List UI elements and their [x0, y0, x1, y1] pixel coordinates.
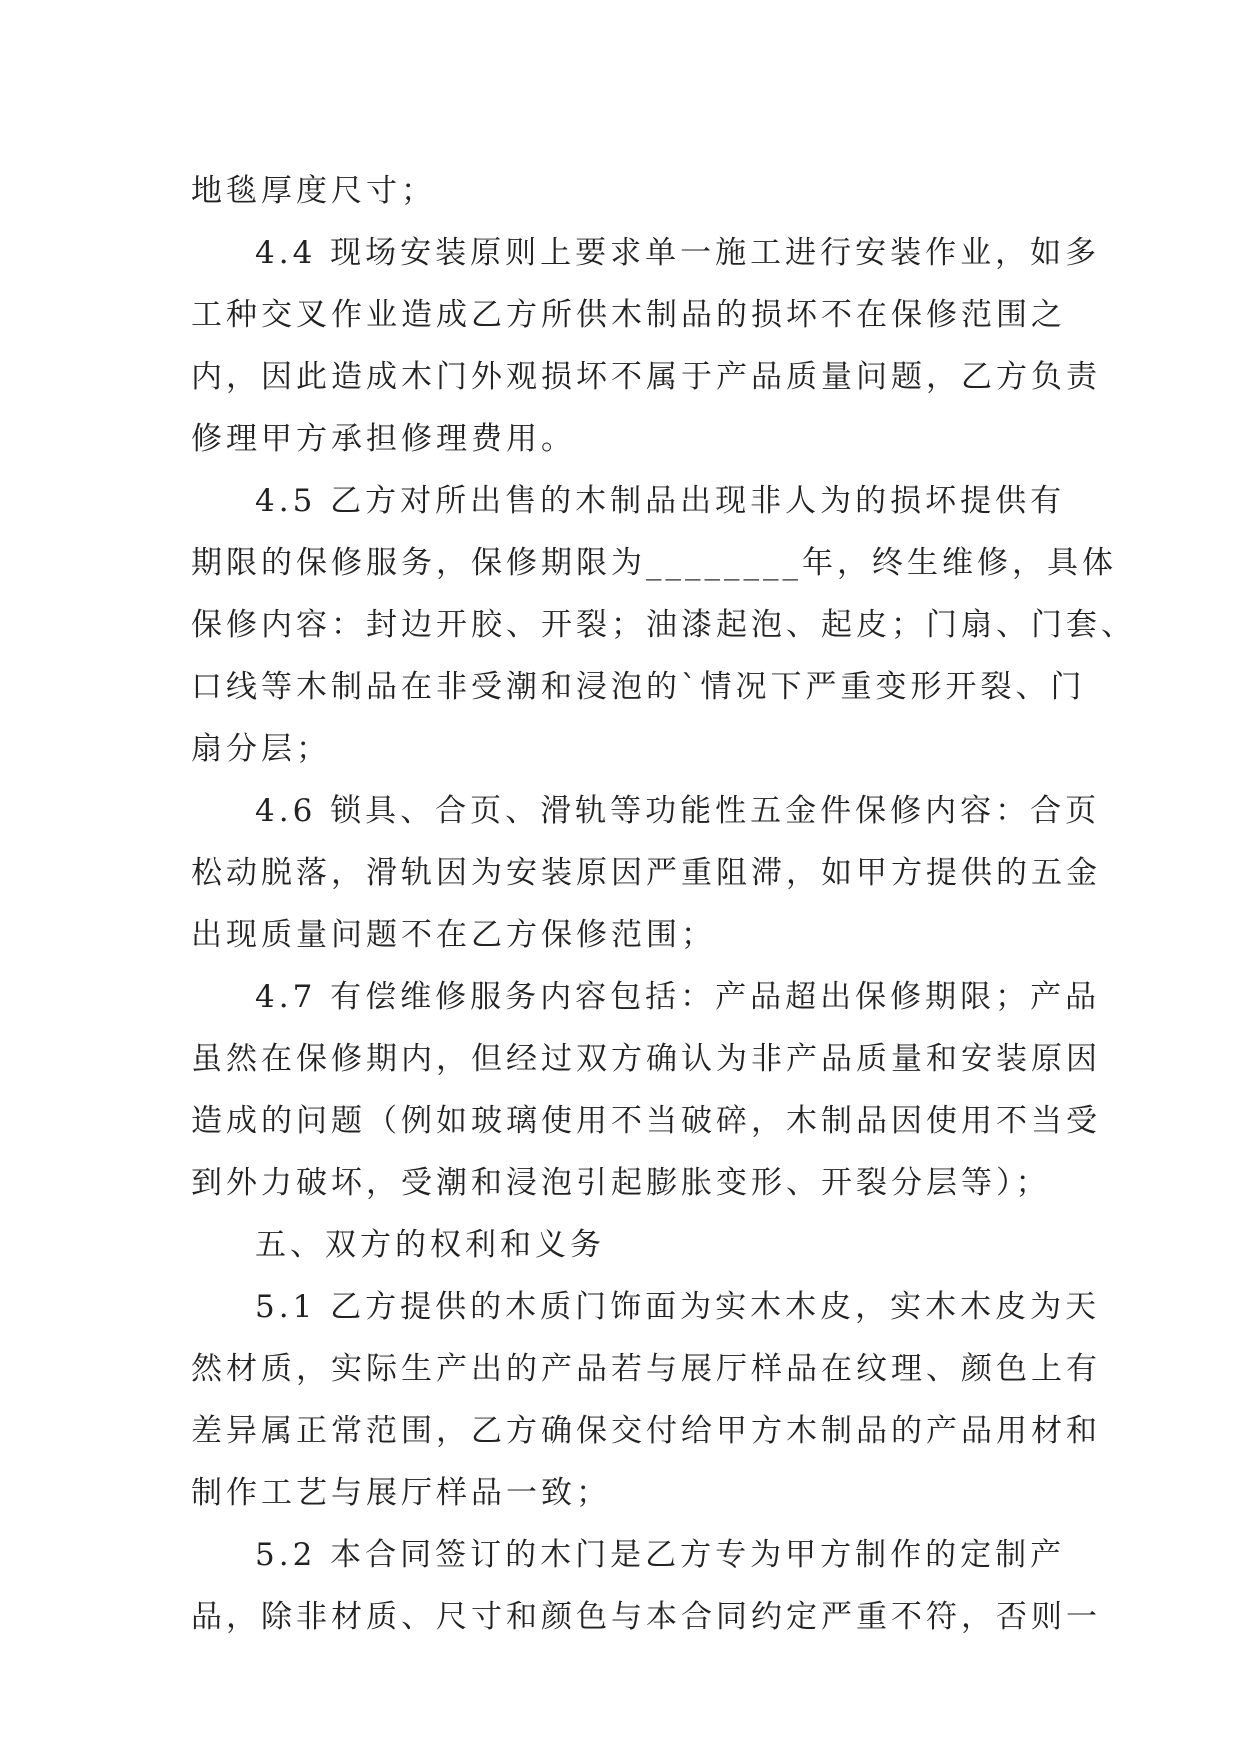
text-line: 期限的保修服务，保修期限为________年，终生维修，具体 — [191, 545, 1117, 581]
text-line: 扇分层； — [191, 731, 331, 767]
clause-5-1: 5.1 乙方提供的木质门饰面为实木木皮，实木木皮为天 — [255, 1289, 1101, 1325]
text-line: 差异属正常范围，乙方确保交付给甲方木制品的产品用材和 — [191, 1413, 1101, 1449]
text-line: 品，除非材质、尺寸和颜色与本合同约定严重不符，否则一 — [191, 1599, 1101, 1635]
clause-4-6: 4.6 锁具、合页、滑轨等功能性五金件保修内容：合页 — [255, 793, 1101, 829]
contract-text — [191, 160, 1136, 1648]
text-line: 造成的问题（例如玻璃使用不当破碎，木制品因使用不当受 — [191, 1103, 1101, 1139]
text-line: 保修内容：封边开胶、开裂；油漆起泡、起皮；门扇、门套、 — [191, 607, 1136, 643]
text-line: 松动脱落，滑轨因为安装原因严重阻滞，如甲方提供的五金 — [191, 855, 1101, 891]
text-line: 修理甲方承担修理费用。 — [191, 421, 576, 457]
text-line: 内，因此造成木门外观损坏不属于产品质量问题，乙方负责 — [191, 359, 1101, 395]
text-line: 地毯厚度尺寸； — [191, 173, 436, 209]
text-line: 虽然在保修期内，但经过双方确认为非产品质量和安装原因 — [191, 1041, 1101, 1077]
text-line: 工种交叉作业造成乙方所供木制品的损坏不在保修范围之 — [191, 297, 1066, 333]
text-line: 到外力破坏，受潮和浸泡引起膨胀变形、开裂分层等）； — [191, 1165, 1051, 1201]
text-line: 口线等木制品在非受潮和浸泡的`情况下严重变形开裂、门 — [191, 669, 1086, 705]
section-5-heading: 五、双方的权利和义务 — [255, 1227, 605, 1263]
text-line: 出现质量问题不在乙方保修范围； — [191, 917, 716, 953]
text-line: 制作工艺与展厅样品一致； — [191, 1475, 611, 1511]
text-line: 然材质，实际生产出的产品若与展厅样品在纹理、颜色上有 — [191, 1351, 1101, 1387]
clause-5-2: 5.2 本合同签订的木门是乙方专为甲方制作的定制产 — [255, 1537, 1066, 1573]
clause-4-5: 4.5 乙方对所出售的木制品出现非人为的损坏提供有 — [255, 483, 1066, 519]
clause-4-4: 4.4 现场安装原则上要求单一施工进行安装作业，如多 — [255, 235, 1101, 271]
clause-4-7: 4.7 有偿维修服务内容包括：产品超出保修期限；产品 — [255, 979, 1101, 1015]
